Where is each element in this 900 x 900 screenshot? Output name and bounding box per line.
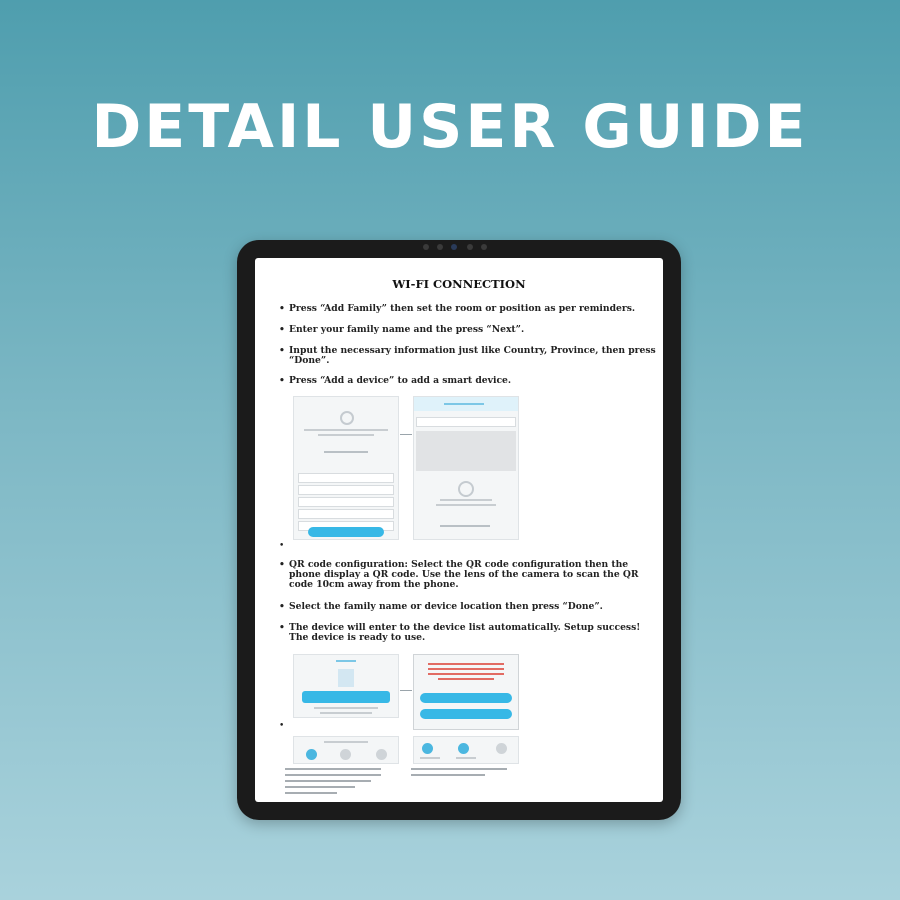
bullet-marker: • <box>279 541 285 551</box>
step-item: • The device will enter to the device list automatically. Setup success! The device is ready to use. <box>279 622 641 643</box>
step-item: • Input the necessary information just like Country, Province, then press “Done”. <box>279 345 656 366</box>
document-title: WI-FI CONNECTION <box>392 277 526 291</box>
step-item: • Enter your family name and the press “Next”. <box>279 324 525 335</box>
tablet-screen[interactable] <box>255 258 663 802</box>
step-item: • Press “Add a device” to add a smart device. <box>279 375 512 386</box>
step-item: • Press “Add Family” then set the room or position as per reminders. <box>279 303 636 314</box>
tablet-camera-bar <box>423 244 495 250</box>
bullet-marker: • <box>279 721 285 731</box>
step-item: • QR code configuration: Select the QR code configuration then the phone display a QR code. Use the lens of the camera to scan the QR code 10cm away from the phone. <box>279 559 639 590</box>
tablet-frame <box>237 240 681 820</box>
page-headline: DETAIL USER GUIDE <box>91 92 809 162</box>
step-item: • Select the family name or device location then press “Done”. <box>279 601 603 612</box>
